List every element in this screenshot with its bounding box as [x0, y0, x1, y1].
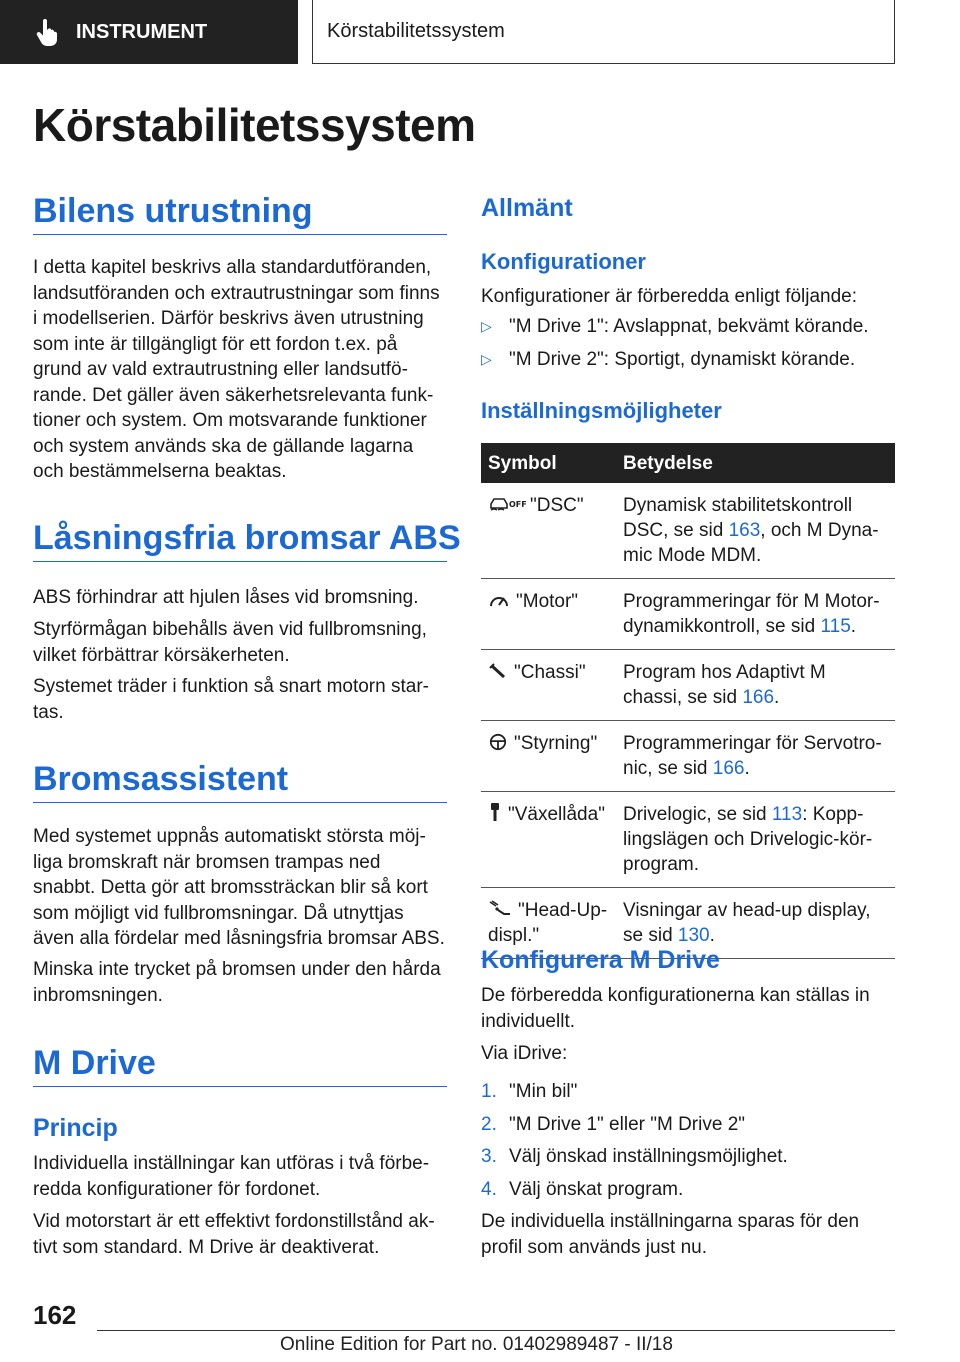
step-text: Välj önskat program. [509, 1179, 684, 1200]
list-item [481, 314, 869, 339]
text-abs-3: Systemet träder i funktion så snart motorn startas. [33, 676, 429, 723]
text-principle-2: Vid motorstart är ett effektivt fordonstillstånd aktivt som standard. M Drive är deaktiverat. [33, 1211, 435, 1258]
table-row: "Växellåda" Drivelogic, se sid 113: Kopplingslägen och Drivelogic-körprogram. [481, 792, 895, 888]
table-header-row [481, 443, 895, 483]
table-row: "Motor" Programmeringar för M Motordynamikkontroll, se sid 115. [481, 579, 895, 650]
step-number: 2. [481, 1114, 497, 1135]
page-link[interactable]: 115 [820, 616, 851, 637]
section-tab [0, 0, 298, 64]
page-link[interactable]: 166 [742, 687, 775, 708]
engine-gauge-icon [488, 591, 510, 609]
symbol-label: "Chassi" [514, 662, 586, 683]
chapter-tab [312, 0, 895, 64]
table-row: "Chassi" Program hos Adaptivt M chassi, se sid 166. [481, 650, 895, 721]
list-item [481, 347, 855, 372]
steering-wheel-icon [488, 733, 508, 751]
svg-text:OFF: OFF [509, 500, 527, 509]
table-row: OFF "DSC" Dynamisk stabilitetskontroll DSC, se sid 163, och M Dynamic Mode MDM. [481, 483, 895, 579]
list-item [481, 1177, 683, 1202]
edition-note: Online Edition for Part no. 01402989487 - II/18 [280, 1334, 673, 1355]
section-title: INSTRUMENT [76, 20, 208, 43]
heading-configure-m-drive: Konfigurera M Drive [481, 946, 720, 974]
symbol-label: "Styrning" [514, 733, 598, 754]
heading-abs: Låsningsfria bromsar ABS [33, 519, 447, 562]
page-link[interactable]: 163 [728, 520, 761, 541]
col-symbol: Symbol [481, 443, 617, 483]
list-item [481, 1079, 577, 1104]
heading-m-drive: M Drive [33, 1044, 447, 1087]
step-text: "Min bil" [509, 1081, 578, 1102]
text-configure-3: De individuella inställningarna sparas för den profil som används just nu. [481, 1211, 860, 1258]
text-brake-2: Minska inte trycket på bromsen under den hårda inbromsningen. [33, 959, 441, 1006]
gear-lever-icon [488, 802, 502, 822]
symbol-label: "Motor" [516, 591, 579, 612]
symbol-label: "Växellåda" [508, 804, 605, 825]
symbol-label: "Head-Up-displ." [488, 900, 608, 946]
head-up-display-icon [488, 900, 512, 918]
hand-touch-icon [36, 19, 58, 45]
text-configure-1: De förberedda konfigurationerna kan ställas in individuellt. [481, 985, 870, 1032]
symbol-label: "DSC" [530, 495, 584, 516]
heading-principle: Princip [33, 1114, 118, 1142]
text-configurations: Konfigurationer är förberedda enligt följande: [481, 286, 858, 307]
text-brake-1: Med systemet uppnås automatiskt största möjliga bromskraft när bromsen trampas ned snabbt. Detta gör att bromssträckan blir så kort som möjligt vid fullbromsningar. Då utnyttjas även alla fördelar med låsningsfria bromsar ABS. [33, 826, 445, 949]
options-table [481, 443, 895, 959]
heading-options: Inställningsmöjligheter [481, 398, 722, 423]
page-link[interactable]: 130 [677, 925, 710, 946]
page-link[interactable]: 166 [712, 758, 745, 779]
text-equipment: I detta kapitel beskrivs alla standardutföranden, landsutföranden och extrautrustningar som finns i modellserien. Därför beskrivs även utrustning som inte är tillgängligt för ett fordon t.ex. på grund av vald extrautrustning eller landsutförande. Det gäller även säkerhetsrelevanta funktioner och system. Om motsvarande funktioner och system används ska de gällande lagarna och bestämmelserna beaktas. [33, 257, 440, 482]
dsc-off-icon [488, 495, 527, 513]
page-title: Körstabilitetssystem [33, 99, 476, 151]
step-number: 4. [481, 1179, 497, 1200]
heading-configurations: Konfigurationer [481, 249, 646, 274]
text-abs-1: ABS förhindrar att hjulen låses vid bromsning. [33, 587, 419, 608]
table-row: "Styrning" Programmeringar för Servotronic, se sid 166. [481, 721, 895, 792]
step-text: "M Drive 1" eller "M Drive 2" [509, 1114, 746, 1135]
heading-equipment: Bilens utrustning [33, 192, 447, 235]
col-meaning: Betydelse [617, 443, 895, 483]
text-abs-2: Styrförmågan bibehålls även vid fullbromsning, vilket förbättrar körsäkerheten. [33, 619, 427, 666]
footer-divider [97, 1330, 895, 1331]
page-number: 162 [33, 1300, 77, 1330]
text-principle-1: Individuella inställningar kan utföras i två förberedda konfigurationer för fordonet. [33, 1153, 430, 1200]
list-item [481, 1112, 745, 1137]
step-number: 1. [481, 1081, 497, 1102]
list-item [481, 1144, 788, 1169]
text-configure-2: Via iDrive: [481, 1043, 568, 1064]
triangle-bullet-icon: ▷ [481, 351, 492, 367]
heading-brake-assist: Bromsassistent [33, 760, 447, 803]
shock-absorber-icon [488, 662, 508, 680]
chapter-title: Körstabilitetssystem [327, 20, 505, 42]
heading-general: Allmänt [481, 194, 573, 222]
triangle-bullet-icon: ▷ [481, 318, 492, 334]
table-row: "Head-Up-displ." Visningar av head-up display, se sid 130. [481, 888, 895, 959]
step-number: 3. [481, 1146, 497, 1167]
step-text: Välj önskad inställningsmöjlighet. [509, 1146, 788, 1167]
bullet-text: "M Drive 2": Sportigt, dynamiskt körande. [509, 349, 856, 370]
page-link[interactable]: 113 [771, 804, 803, 825]
bullet-text: "M Drive 1": Avslappnat, bekvämt körande. [509, 316, 869, 337]
